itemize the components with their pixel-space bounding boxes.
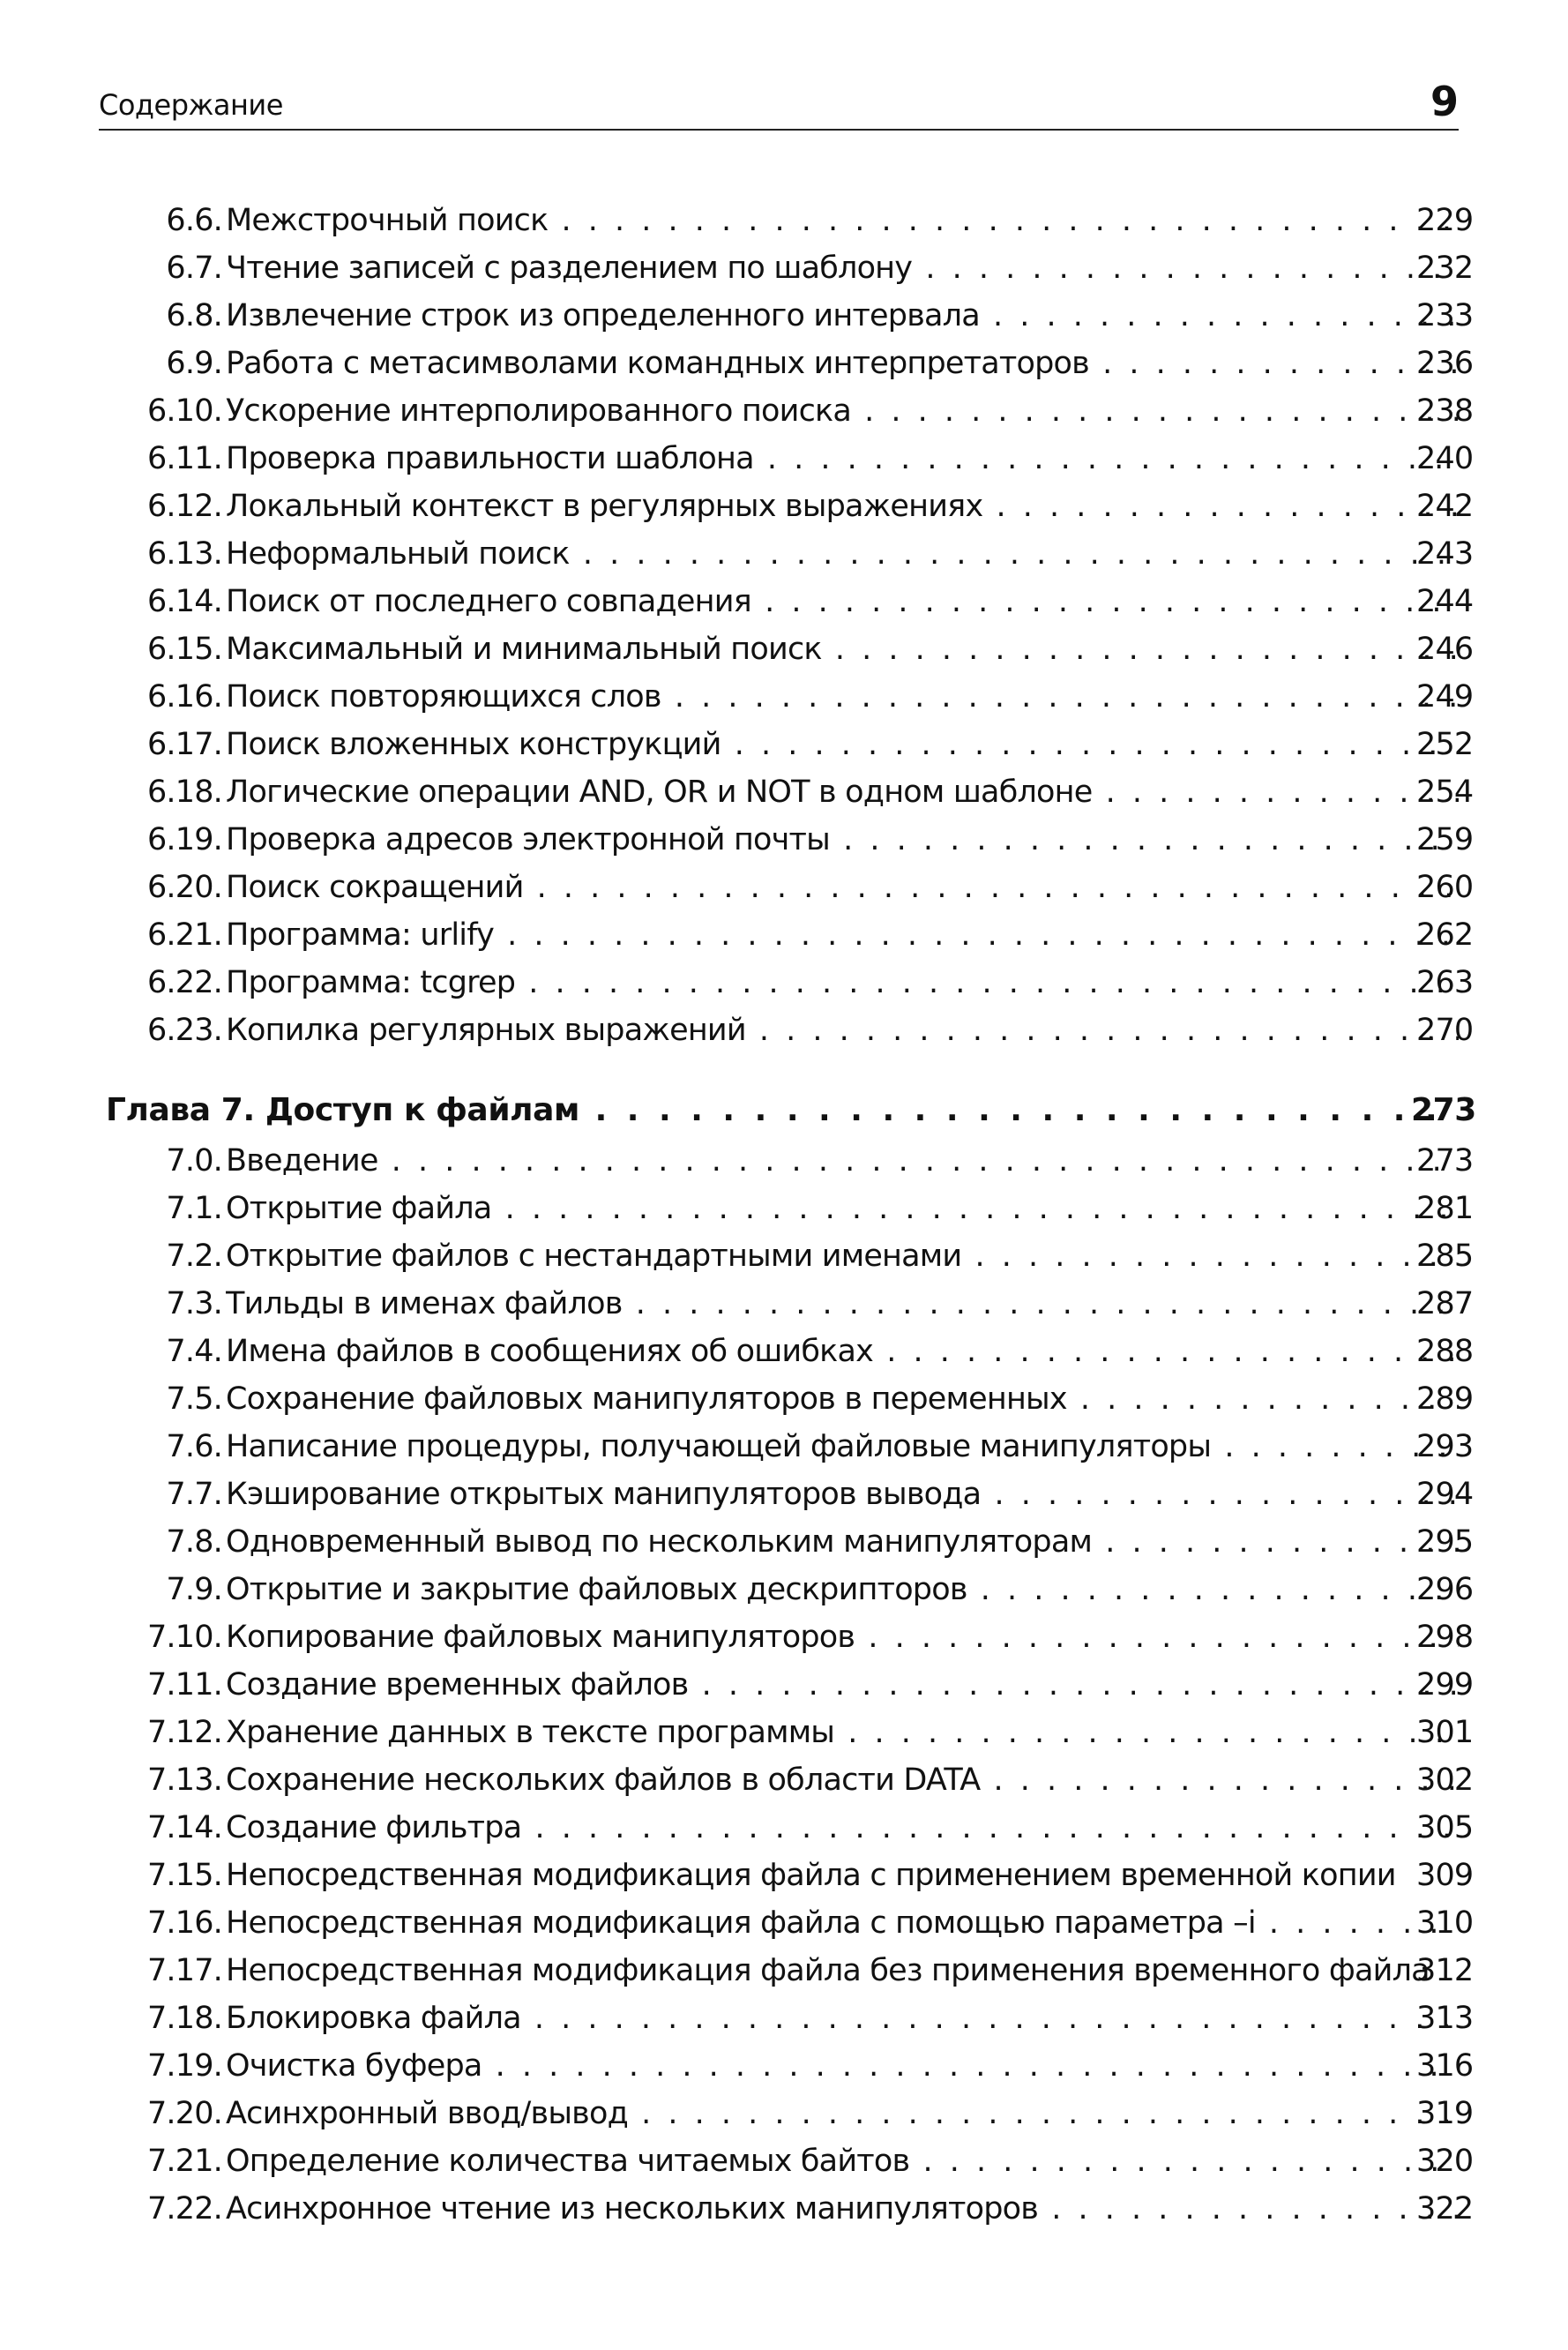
toc-entry-title: Непосредственная модификация файла без применения временного файла	[226, 1953, 1430, 1988]
toc-entry-title: Локальный контекст в регулярных выражениях . . .	[226, 489, 1459, 524]
toc-entry-number: 7.14.	[146, 1810, 222, 1845]
toc-entry-number: 7.4.	[166, 1334, 222, 1369]
toc-entry-page: 310	[1416, 1905, 1474, 1941]
toc-entry[interactable]	[0, 1279, 1568, 1327]
toc-entry[interactable]	[0, 1851, 1568, 1898]
toc-entry-number: 6.17.	[146, 727, 222, 762]
toc-entry-page: 229	[1416, 203, 1474, 238]
toc-entry-page: 262	[1416, 917, 1474, 953]
toc-entry-number: 6.9.	[166, 346, 222, 381]
toc-entry-title: Написание процедуры, получающей файловые манипуляторы . . .	[226, 1429, 1459, 1464]
toc-entry-number: 7.7.	[166, 1477, 222, 1512]
toc-entry-number: 7.2.	[166, 1239, 222, 1274]
toc-entry-number: 6.6.	[166, 203, 222, 238]
toc-entry[interactable]	[0, 1184, 1568, 1231]
toc-entry[interactable]	[0, 720, 1568, 767]
toc-entry-title: Асинхронное чтение из нескольких манипуляторов . . .	[226, 2191, 1459, 2227]
toc-entry[interactable]	[0, 672, 1568, 720]
toc-entry-title: Непосредственная модификация файла с помощью параметра –i . . .	[226, 1905, 1459, 1941]
toc-entry-number: 7.11.	[146, 1667, 222, 1703]
toc-entry-page: 320	[1416, 2144, 1474, 2179]
toc-entry-title: Чтение записей с разделением по шаблону . . .	[226, 251, 1459, 286]
toc-entry[interactable]	[0, 243, 1568, 291]
toc-entry-number: 6.21.	[146, 917, 222, 953]
toc-entry-page: 240	[1416, 441, 1474, 476]
toc-entry[interactable]	[0, 291, 1568, 339]
toc-entry-title: Создание фильтра . . .	[226, 1810, 1459, 1845]
toc-entry-page: 299	[1416, 1667, 1474, 1703]
toc-entry-title: Блокировка файла . . .	[226, 2001, 1459, 2036]
toc-entry-page: 249	[1416, 679, 1474, 715]
toc-entry-page: 305	[1416, 1810, 1474, 1845]
toc-entry-number: 6.14.	[146, 584, 222, 619]
toc-entry-page: 232	[1416, 251, 1474, 286]
toc-entry-number: 7.5.	[166, 1381, 222, 1417]
toc-entry[interactable]	[0, 625, 1568, 672]
toc-entry-page: 295	[1416, 1524, 1474, 1560]
toc-entry-title: Сохранение нескольких файлов в области DATA . . .	[226, 1762, 1459, 1798]
toc-entry-page: 273	[1416, 1143, 1474, 1179]
toc-entry[interactable]	[0, 1231, 1568, 1279]
toc-entry-number: 6.10.	[146, 393, 222, 429]
toc-section-7	[0, 1136, 1568, 2232]
toc-entry-number: 7.20.	[146, 2096, 222, 2131]
toc-entry[interactable]	[0, 1660, 1568, 1708]
toc-entry-page: 298	[1416, 1620, 1474, 1655]
toc-entry-number: 7.10.	[146, 1620, 222, 1655]
toc-entry-title: Тильды в именах файлов . . .	[226, 1286, 1459, 1321]
toc-entry-number: 6.18.	[146, 775, 222, 810]
toc-entry-title: Асинхронный ввод/вывод . . .	[226, 2096, 1459, 2131]
toc-entry[interactable]	[0, 1136, 1568, 1184]
toc-entry-number: 6.8.	[166, 298, 222, 333]
toc-entry-title: Непосредственная модификация файла с применением временной копии	[226, 1858, 1396, 1893]
toc-entry-title: Открытие файлов с нестандартными именами . . .	[226, 1239, 1459, 1274]
toc-entry-title: Определение количества читаемых байтов . . .	[226, 2144, 1459, 2179]
toc-entry-number: 6.12.	[146, 489, 222, 524]
chapter-page: 273	[1411, 1092, 1476, 1128]
page-number: 9	[1430, 78, 1459, 125]
toc-entry-page: 302	[1416, 1762, 1474, 1798]
toc-entry[interactable]	[0, 482, 1568, 529]
toc-entry-number: 6.11.	[146, 441, 222, 476]
chapter-title: Глава 7. Доступ к файлам . . .	[106, 1092, 1459, 1128]
toc-entry-page: 238	[1416, 393, 1474, 429]
toc-entry-number: 7.1.	[166, 1191, 222, 1226]
toc-entry-page: 309	[1416, 1858, 1474, 1893]
toc-entry-number: 7.8.	[166, 1524, 222, 1560]
chapter-heading[interactable]	[0, 1083, 1568, 1136]
toc-entry-title: Очистка буфера . . .	[226, 2048, 1459, 2084]
toc-entry[interactable]	[0, 577, 1568, 625]
toc-entry-page: 293	[1416, 1429, 1474, 1464]
toc-entry-page: 288	[1416, 1334, 1474, 1369]
toc-entry-number: 7.9.	[166, 1572, 222, 1607]
toc-entry[interactable]	[0, 1327, 1568, 1374]
toc-entry-page: 301	[1416, 1715, 1474, 1750]
toc-entry-title: Проверка адресов электронной почты . . .	[226, 822, 1459, 857]
toc-entry-number: 7.22.	[146, 2191, 222, 2227]
toc-entry-number: 6.15.	[146, 632, 222, 667]
toc-entry[interactable]	[0, 2089, 1568, 2137]
toc-entry-title: Работа с метасимволами командных интерпретаторов . . .	[226, 346, 1459, 381]
toc-entry[interactable]	[0, 1613, 1568, 1660]
toc-entry[interactable]	[0, 2137, 1568, 2184]
toc-entry-number: 7.12.	[146, 1715, 222, 1750]
toc-entry-page: 281	[1416, 1191, 1474, 1226]
toc-entry[interactable]	[0, 434, 1568, 482]
toc-entry-title: Ускорение интерполированного поиска . . .	[226, 393, 1459, 429]
toc-entry[interactable]	[0, 2184, 1568, 2232]
toc-entry-title: Максимальный и минимальный поиск . . .	[226, 632, 1459, 667]
toc-entry-title: Копирование файловых манипуляторов . . .	[226, 1620, 1459, 1655]
toc-entry-page: 233	[1416, 298, 1474, 333]
toc-entry-page: 263	[1416, 965, 1474, 1000]
toc-entry-number: 7.21.	[146, 2144, 222, 2179]
toc-entry-number: 7.0.	[166, 1143, 222, 1179]
toc-entry-page: 243	[1416, 536, 1474, 572]
toc-entry-number: 6.20.	[146, 870, 222, 905]
toc-entry-number: 6.22.	[146, 965, 222, 1000]
toc-entry[interactable]	[0, 1006, 1568, 1053]
toc-entry-title: Одновременный вывод по нескольким манипуляторам . . .	[226, 1524, 1459, 1560]
toc-entry[interactable]	[0, 386, 1568, 434]
toc-entry[interactable]	[0, 529, 1568, 577]
toc-entry[interactable]	[0, 863, 1568, 910]
toc-entry-number: 6.16.	[146, 679, 222, 715]
toc-entry-title: Поиск сокращений . . .	[226, 870, 1459, 905]
toc-entry[interactable]	[0, 1517, 1568, 1565]
toc-entry-title: Сохранение файловых манипуляторов в переменных . . .	[226, 1381, 1459, 1417]
toc-entry[interactable]	[0, 1374, 1568, 1422]
toc-entry-title: Имена файлов в сообщениях об ошибках . . .	[226, 1334, 1459, 1369]
toc-entry-page: 246	[1416, 632, 1474, 667]
toc-entry-number: 6.19.	[146, 822, 222, 857]
toc-entry-page: 312	[1416, 1953, 1474, 1988]
toc-entry[interactable]	[0, 1994, 1568, 2041]
toc-entry[interactable]	[0, 958, 1568, 1006]
toc-entry-title: Программа: tcgrep . . .	[226, 965, 1459, 1000]
toc-entry-number: 7.18.	[146, 2001, 222, 2036]
toc-entry-title: Введение . . .	[226, 1143, 1459, 1179]
toc-entry-page: 252	[1416, 727, 1474, 762]
toc-entry-page: 244	[1416, 584, 1474, 619]
toc-entry-title: Межстрочный поиск . . .	[226, 203, 1459, 238]
toc-entry-number: 6.13.	[146, 536, 222, 572]
toc-entry[interactable]	[0, 767, 1568, 815]
toc-entry[interactable]	[0, 1422, 1568, 1470]
running-head-title: Содержание	[99, 88, 283, 122]
toc-entry-title: Извлечение строк из определенного интервала . . .	[226, 298, 1459, 333]
toc-entry[interactable]	[0, 1755, 1568, 1803]
toc-entry[interactable]	[0, 815, 1568, 863]
toc-entry-number: 7.17.	[146, 1953, 222, 1988]
toc-entry-page: 259	[1416, 822, 1474, 857]
toc-entry-page: 294	[1416, 1477, 1474, 1512]
toc-entry-title: Кэширование открытых манипуляторов вывода . . .	[226, 1477, 1459, 1512]
toc-entry-title: Проверка правильности шаблона . . .	[226, 441, 1459, 476]
toc-entry-number: 7.15.	[146, 1858, 222, 1893]
toc-entry-title: Открытие и закрытие файловых дескрипторов . . .	[226, 1572, 1459, 1607]
toc-entry[interactable]	[0, 1708, 1568, 1755]
toc-entry-title: Поиск повторяющихся слов . . .	[226, 679, 1459, 715]
toc-entry[interactable]	[0, 1803, 1568, 1851]
toc-entry-number: 7.6.	[166, 1429, 222, 1464]
toc-entry-page: 296	[1416, 1572, 1474, 1607]
toc-entry-number: 7.16.	[146, 1905, 222, 1941]
toc-entry-number: 7.13.	[146, 1762, 222, 1798]
toc-entry-page: 285	[1416, 1239, 1474, 1274]
toc-section-6	[0, 196, 1568, 1053]
toc-entry-page: 313	[1416, 2001, 1474, 2036]
toc-entry-title: Поиск от последнего совпадения . . .	[226, 584, 1459, 619]
toc-entry-title: Программа: urlify . . .	[226, 917, 1459, 953]
toc-entry-page: 316	[1416, 2048, 1474, 2084]
toc-entry[interactable]	[0, 1898, 1568, 1946]
toc-entry-number: 6.23.	[146, 1013, 222, 1048]
page-header	[99, 74, 1459, 131]
toc-entry-title: Неформальный поиск . . .	[226, 536, 1459, 572]
toc-entry-page: 242	[1416, 489, 1474, 524]
toc-entry-page: 260	[1416, 870, 1474, 905]
toc-entry-title: Открытие файла . . .	[226, 1191, 1459, 1226]
toc-entry[interactable]	[0, 2041, 1568, 2089]
toc-entry-page: 289	[1416, 1381, 1474, 1417]
toc-entry-title: Создание временных файлов . . .	[226, 1667, 1459, 1703]
toc-entry-number: 7.19.	[146, 2048, 222, 2084]
toc-entry-page: 287	[1416, 1286, 1474, 1321]
toc-entry-page: 270	[1416, 1013, 1474, 1048]
toc-entry-number: 7.3.	[166, 1286, 222, 1321]
toc-entry-page: 319	[1416, 2096, 1474, 2131]
toc-entry-title: Логические операции AND, OR и NOT в одном шаблоне . . .	[226, 775, 1459, 810]
toc-entry-page: 236	[1416, 346, 1474, 381]
toc-entry-number: 6.7.	[166, 251, 222, 286]
toc-entry[interactable]	[0, 910, 1568, 958]
toc-entry[interactable]	[0, 1470, 1568, 1517]
toc-entry-title: Копилка регулярных выражений . . .	[226, 1013, 1459, 1048]
toc-entry-page: 254	[1416, 775, 1474, 810]
toc-entry-title: Хранение данных в тексте программы . . .	[226, 1715, 1459, 1750]
toc-entry[interactable]	[0, 196, 1568, 243]
table-of-contents	[0, 196, 1568, 2232]
toc-entry[interactable]	[0, 339, 1568, 386]
toc-entry[interactable]	[0, 1946, 1568, 1994]
toc-entry-page: 322	[1416, 2191, 1474, 2227]
toc-entry[interactable]	[0, 1565, 1568, 1613]
toc-entry-title: Поиск вложенных конструкций . . .	[226, 727, 1459, 762]
